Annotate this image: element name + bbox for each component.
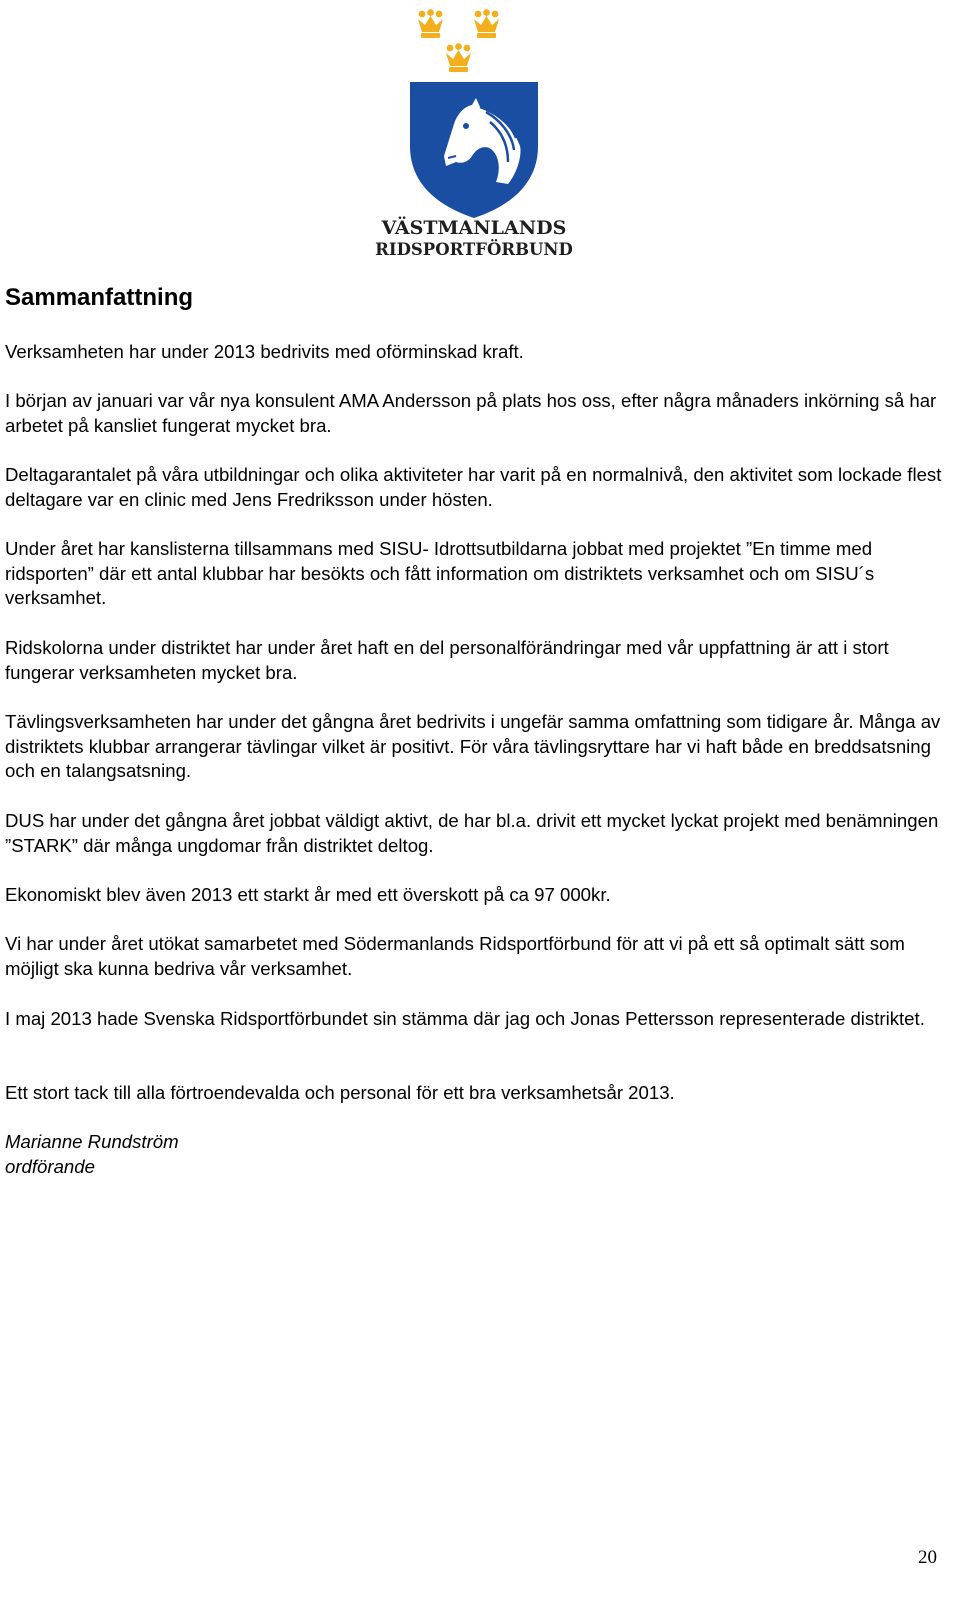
paragraph: Under året har kanslisterna tillsammans med SISU- Idrottsutbildarna jobbat med projektet ”En timme med ridsporten” där ett antal klubbar har besökts och fått information om distriktets verksamhet och om SISU´s verksamhet. — [5, 538, 875, 609]
crown-icon — [418, 9, 499, 72]
paragraph: DUS har under det gångna året jobbat väldigt aktivt, de har bl.a. drivit ett mycket lyckat projekt med benämningen ”STARK” där många ungdomar från distriktet deltog. — [5, 810, 939, 856]
paragraph: I maj 2013 hade Svenska Ridsportförbundet sin stämma där jag och Jonas Pettersson representerade distriktet. — [5, 1008, 925, 1029]
district-logo — [362, 6, 586, 262]
paragraph: Tävlingsverksamheten har under det gångna året bedrivits i ungefär samma omfattning som tidigare år. Många av distriktets klubbar arrangerar tävlingar vilket är positivt. För våra tävlingsryttare har vi haft både en breddsatsning och en talangsatsning. — [5, 711, 941, 782]
paragraph: Vi har under året utökat samarbetet med Södermanlands Ridsportförbund för att vi på ett så optimalt sätt som möjligt ska kunna bedriva vår verksamhet. — [5, 933, 905, 979]
logo-line-2: RIDSPORTFÖRBUND — [375, 240, 573, 259]
page-heading: Sammanfattning — [5, 284, 194, 311]
paragraph: Ridskolorna under distriktet har under året haft en del personalförändringar med vår uppfattning är att i stort fungerar verksamheten mycket bra. — [5, 637, 889, 683]
paragraph: I början av januari var vår nya konsulent AMA Andersson på plats hos oss, efter några månaders inkörning så har arbetet på kansliet fungerat mycket bra. — [5, 390, 937, 436]
paragraph: Deltagarantalet på våra utbildningar och olika aktiviteter har varit på en normalnivå, den aktivitet som lockade flest deltagare var en clinic med Jens Fredriksson under hösten. — [5, 464, 942, 510]
paragraph: Ekonomiskt blev även 2013 ett starkt år med ett överskott på ca 97 000kr. — [5, 884, 611, 905]
paragraph: Ett stort tack till alla förtroendevalda och personal för ett bra verksamhetsår 2013. — [5, 1082, 675, 1103]
signature-title: ordförande — [5, 1156, 95, 1177]
logo-line-1: VÄSTMANLANDS — [381, 217, 567, 239]
page-number: 20 — [918, 1547, 937, 1568]
logo-graphic — [362, 6, 586, 262]
signature-name: Marianne Rundström — [5, 1131, 179, 1152]
paragraph: Verksamheten har under 2013 bedrivits med oförminskad kraft. — [5, 341, 524, 362]
